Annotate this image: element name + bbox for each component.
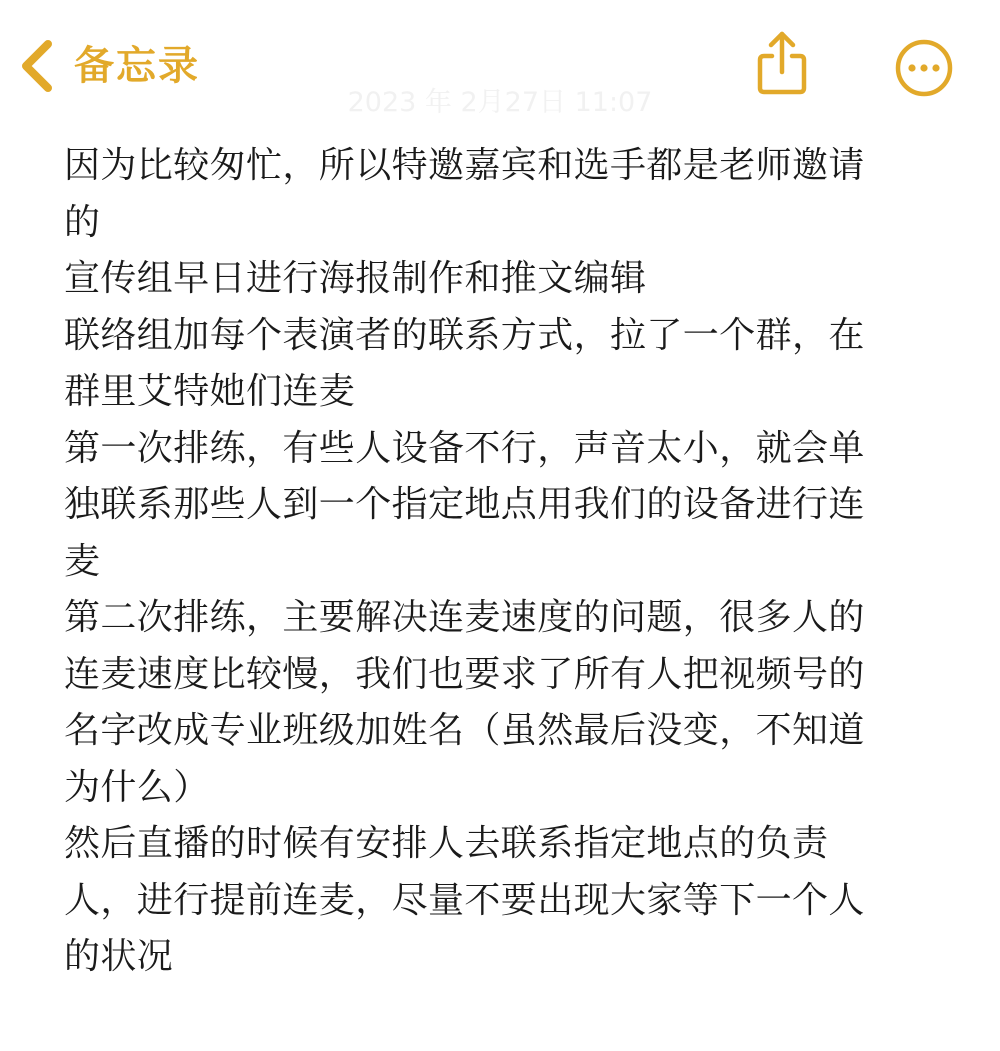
- note-line: 独联系那些人到一个指定地点用我们的设备进行连: [64, 484, 865, 525]
- note-line: 宣传组早日进行海报制作和推文编辑: [64, 258, 647, 299]
- note-body[interactable]: [64, 138, 944, 986]
- note-line: 麦: [64, 540, 101, 582]
- note-line: 为什么）: [64, 766, 210, 808]
- note-line: 第一次排练，有些人设备不行，声音太小，就会单: [64, 427, 865, 469]
- note-line: 因为比较匆忙，所以特邀嘉宾和选手都是老师邀请: [64, 145, 865, 186]
- note-line: 连麦速度比较慢，我们也要求了所有人把视频号的: [64, 653, 865, 695]
- note-line: 的: [64, 201, 101, 243]
- note-line: 第二次排练，主要解决连麦速度的问题，很多人的: [64, 597, 865, 638]
- note-line: 人，进行提前连麦，尽量不要出现大家等下一个人: [64, 879, 865, 921]
- navigation-bar: [0, 0, 1000, 130]
- note-line: 的状况: [64, 936, 174, 977]
- note-timestamp: 2023 年 2月27日 11:07: [347, 87, 653, 118]
- note-line: 然后直播的时候有安排人去联系指定地点的负责: [64, 823, 829, 864]
- back-button-label: 备忘录: [74, 43, 200, 89]
- note-line: 群里艾特她们连麦: [64, 371, 356, 412]
- note-line: 联络组加每个表演者的联系方式，拉了一个群，在: [64, 314, 865, 356]
- note-line: 名字改成专业班级加姓名（虽然最后没变，不知道: [64, 710, 865, 751]
